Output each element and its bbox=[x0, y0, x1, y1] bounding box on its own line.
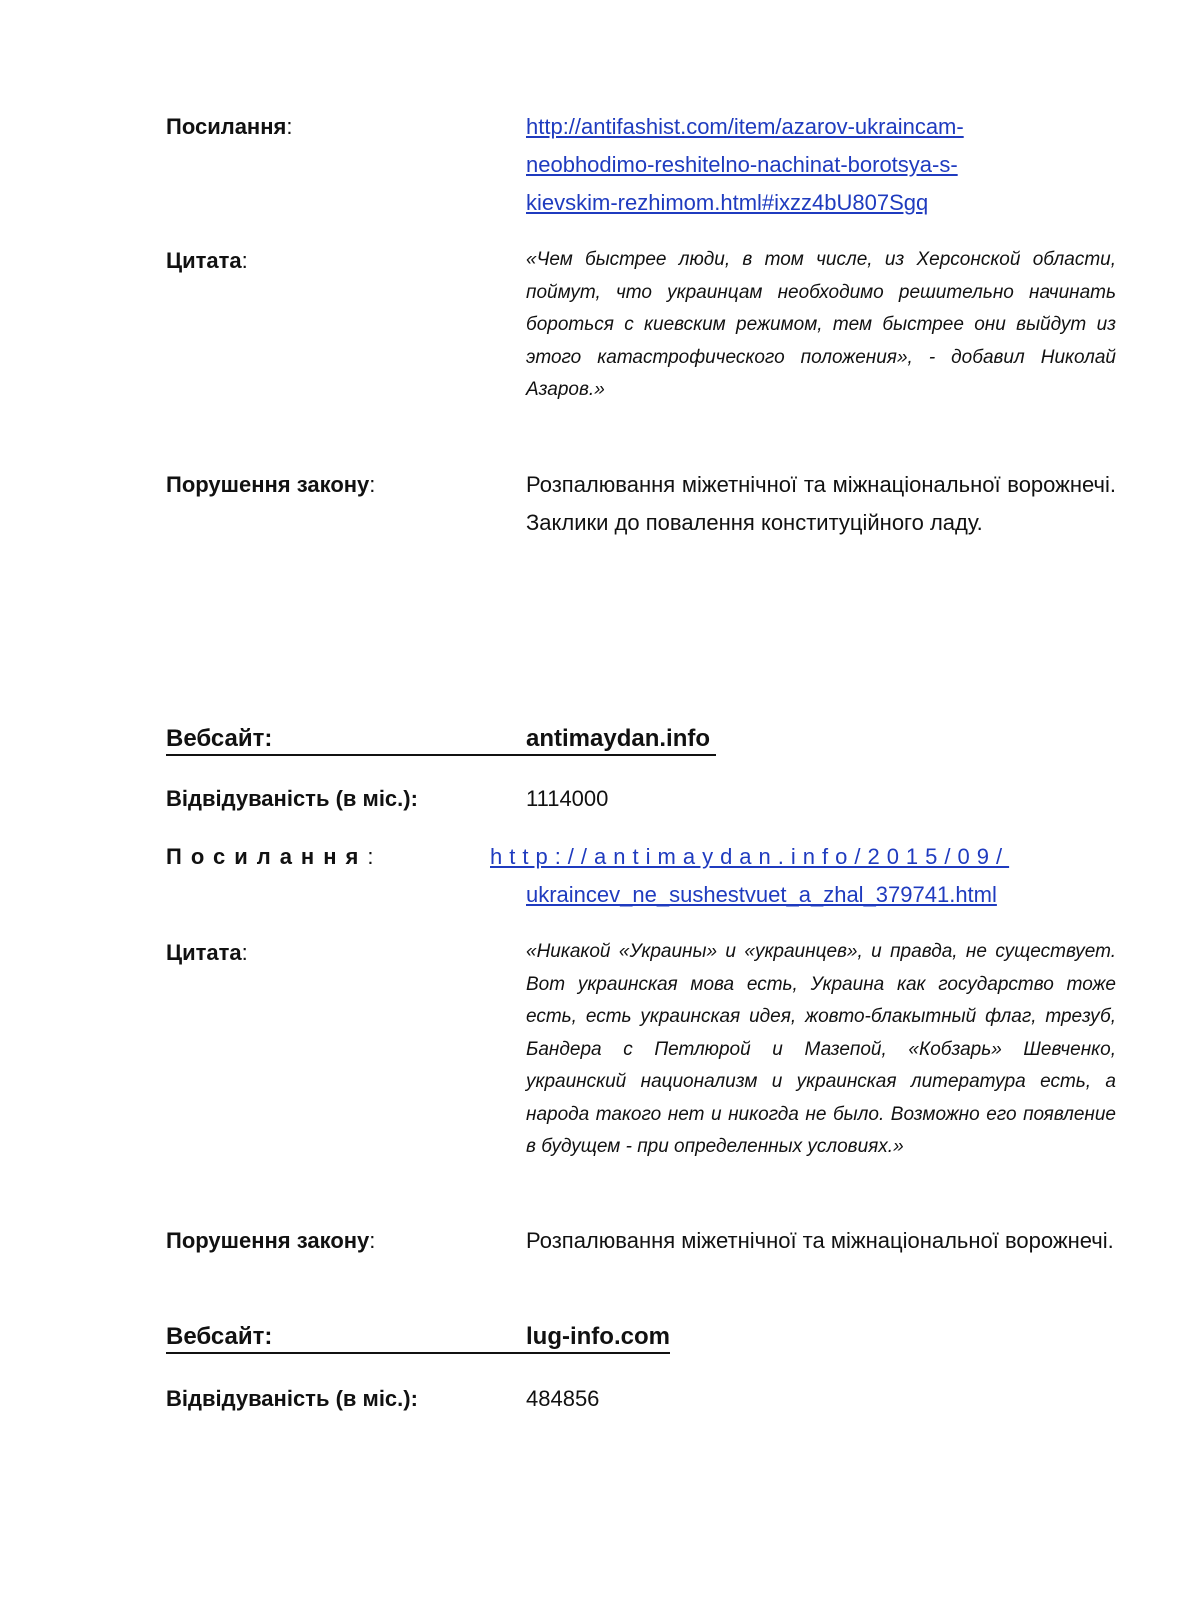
violation-text-1: Розпалювання міжетнічної та міжнаціональної ворожнечі. Заклики до повалення конституційного ладу. bbox=[526, 472, 1116, 535]
quote-label-1: Цитата: bbox=[166, 248, 248, 273]
link-value-1 bbox=[526, 108, 1116, 222]
quote-row-1 bbox=[166, 244, 1116, 444]
link-line: http://antifashist.com/item/azarov-ukraincam- bbox=[526, 114, 964, 139]
website-row-3 bbox=[166, 1322, 1116, 1356]
violation-label-2: Порушення закону: bbox=[166, 1228, 376, 1253]
quote-row-2 bbox=[166, 936, 1116, 1206]
source-link-1[interactable] bbox=[526, 108, 1116, 222]
visits-value-2: 1114000 bbox=[526, 786, 609, 811]
link-line: ukraincev_ne_sushestvuet_a_zhal_379741.html bbox=[526, 882, 997, 907]
website-name-3[interactable]: lug-info.com bbox=[526, 1323, 670, 1350]
quote-label-2: Цитата: bbox=[166, 940, 248, 965]
website-underline bbox=[166, 1352, 670, 1354]
link-line: kievskim-rezhimom.html#ixzz4bU807Sgq bbox=[526, 190, 929, 215]
violation-text-2: Розпалювання міжетнічної та міжнаціональної ворожнечі. bbox=[526, 1228, 1114, 1253]
website-label-3: Вебсайт: bbox=[166, 1323, 273, 1350]
link-line: neobhodimo-reshitelno-nachinat-borotsya-s- bbox=[526, 152, 958, 177]
website-name-2[interactable]: antimaydan.info bbox=[526, 725, 711, 752]
link-row-2 bbox=[166, 838, 1116, 918]
quote-text-1: «Чем быстрее люди, в том числе, из Херсонской области, поймут, что украинцам необходимо решительно начинать бороться с киевским режимом, тем быстрее они выйдут из этого катастрофического положения», - добавил Николай Азаров.» bbox=[526, 249, 1116, 400]
link-label-2: Посилання: bbox=[166, 844, 374, 869]
link-row-1 bbox=[166, 108, 1116, 220]
visits-value-3: 484856 bbox=[526, 1386, 600, 1411]
website-underline bbox=[166, 754, 716, 756]
violation-row-2 bbox=[166, 1222, 1116, 1302]
violation-row-1 bbox=[166, 466, 1116, 586]
visits-row-3 bbox=[166, 1384, 1116, 1418]
visits-label-2: Відвідуваність (в міс.): bbox=[166, 786, 418, 811]
website-row-2 bbox=[166, 724, 1116, 758]
quote-text-2: «Никакой «Украины» и «украинцев», и правда, не существует. Вот украинская мова есть, Украина как государство тоже есть, есть украинская идея, жовто-блакытный флаг, трезуб, Бандера с Петлюрой и Мазепой, «Кобзарь» Шевченко, украинский национализм и украинская литература есть, а народа такого нет и никогда не было. Возможно его появление в будущем - при определенных условиях.» bbox=[526, 941, 1116, 1157]
source-link-2[interactable] bbox=[490, 838, 1116, 914]
link-label-1: Посилання: bbox=[166, 114, 293, 139]
link-value-2 bbox=[490, 838, 1116, 914]
website-label-2: Вебсайт: bbox=[166, 725, 273, 752]
visits-row-2 bbox=[166, 784, 1116, 818]
link-line: http://antimaydan.info/2015/09/ bbox=[490, 844, 1010, 869]
visits-label-3: Відвідуваність (в міс.): bbox=[166, 1386, 418, 1411]
violation-label-1: Порушення закону: bbox=[166, 472, 376, 497]
